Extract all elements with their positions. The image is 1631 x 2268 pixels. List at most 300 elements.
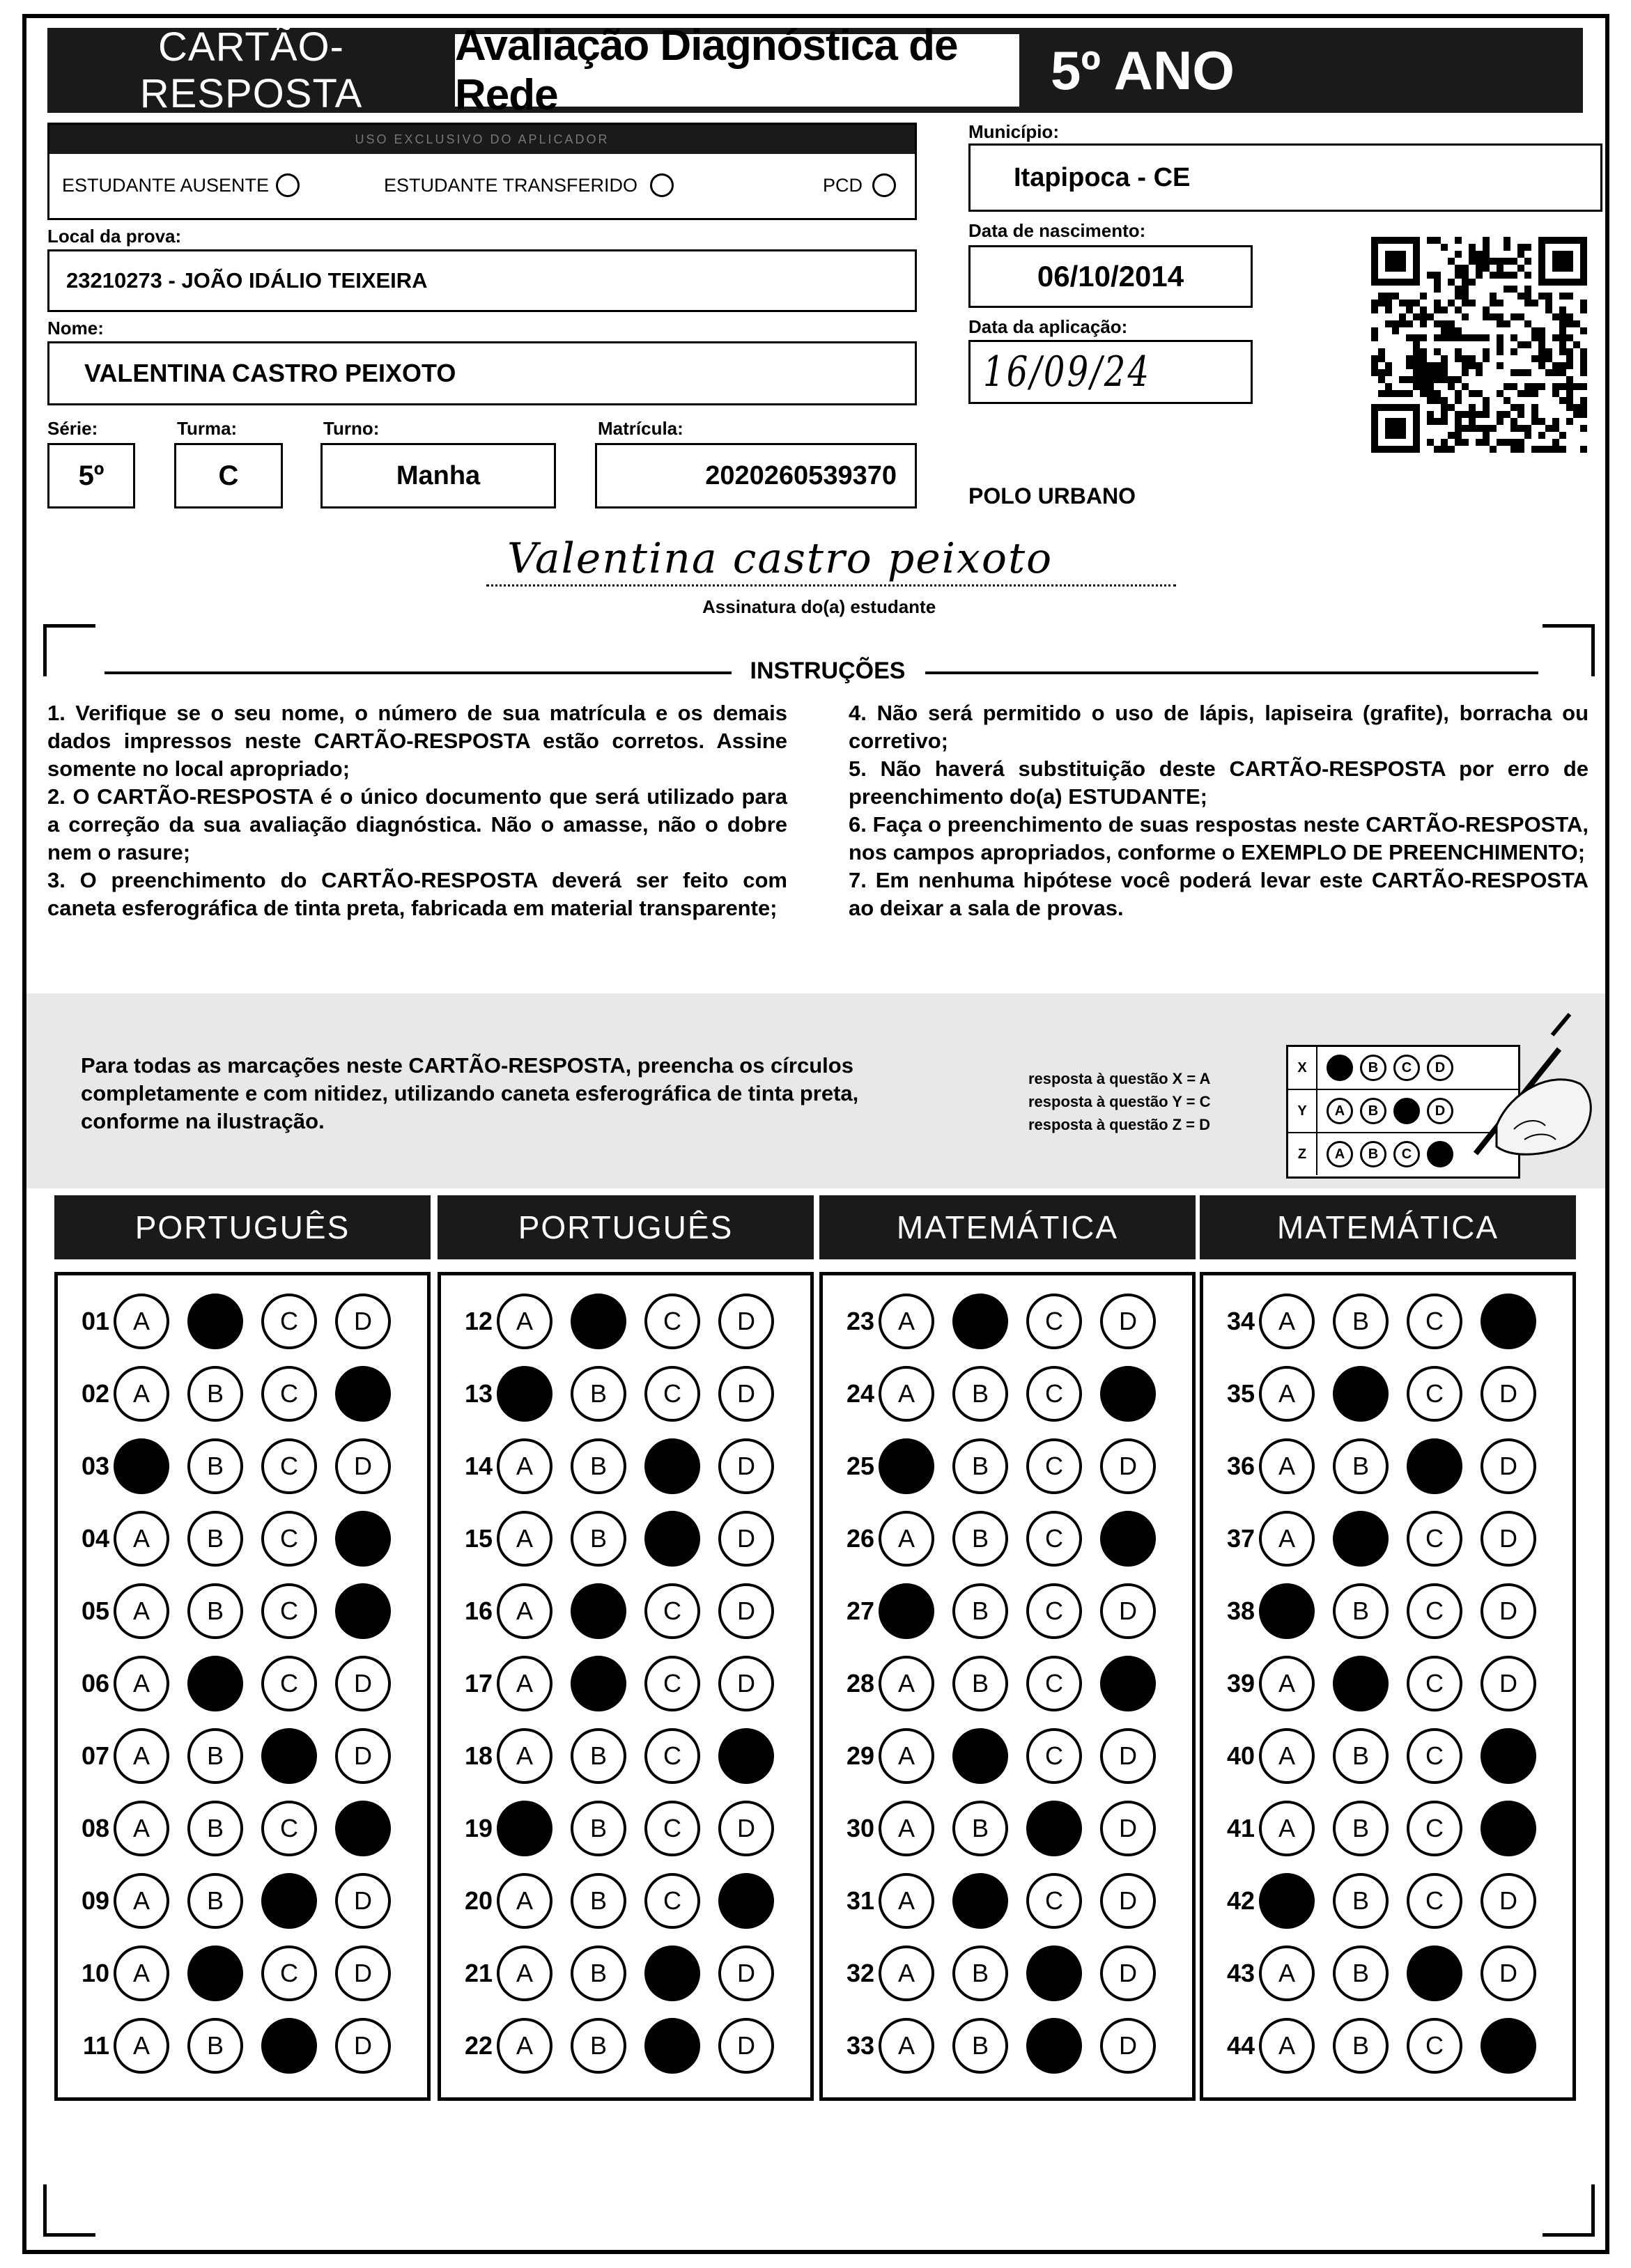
municipio-field [968,143,1602,212]
question-number: 11 [82,2031,109,2060]
instruction-2: 2. O CARTÃO-RESPOSTA é o único documento que será utilizado para a correção da sua avaliação diagnóstica. Não o amasse, não o dobre nem o rasure; [47,784,787,864]
answer-bubble-b[interactable]: B [1333,1801,1389,1856]
answer-bubble-c[interactable]: C [644,2018,700,2074]
question-row [1212,1583,1554,1639]
question-row [1212,1873,1554,1929]
answer-bubble-c[interactable]: C [1026,1656,1082,1711]
nome-label: Nome: [47,318,104,339]
answer-bubble-d[interactable]: D [335,1873,391,1929]
corner-top-left [43,624,95,676]
answer-bubble-b[interactable]: B [952,1801,1008,1856]
answer-bubble-b[interactable]: B [187,1366,243,1422]
question-number: 02 [81,1379,109,1408]
question-number: 09 [81,1886,109,1915]
answer-bubble-b[interactable]: B [571,1945,626,2001]
answer-bubble-d[interactable]: D [1100,1873,1156,1929]
transferred-option[interactable] [384,173,674,197]
question-row [449,2018,792,2074]
answer-bubble-c[interactable]: C [261,1366,317,1422]
question-row [831,1366,1174,1422]
example-bubble-d: D [1427,1098,1453,1124]
example-legend-z: resposta à questão Z = D [1028,1116,1211,1133]
answer-bubble-a[interactable]: A [1259,2018,1315,2074]
answer-bubble-b[interactable]: B [187,2018,243,2074]
absent-radio[interactable] [276,173,300,197]
exam-title: Avaliação Diagnóstica de Rede [455,34,1019,107]
question-number: 42 [1226,1886,1255,1915]
answer-bubble-d[interactable]: D [1100,1945,1156,2001]
answer-bubble-c[interactable]: C [1026,1583,1082,1639]
answer-bubble-b[interactable]: B [952,2018,1008,2074]
answer-bubble-d[interactable]: D [1481,1583,1536,1639]
question-number: 22 [464,2031,493,2060]
answer-bubble-c[interactable]: C [1026,1728,1082,1784]
question-row [831,2018,1174,2074]
question-number: 25 [846,1452,874,1480]
answer-bubble-d[interactable]: D [718,1511,774,1567]
question-row [831,1294,1174,1349]
matricula-value: 2020260539370 [705,460,897,490]
answer-bubble-c[interactable]: C [1407,1583,1462,1639]
answer-bubble-c[interactable]: C [1407,1728,1462,1784]
answer-bubble-b[interactable]: B [952,1873,1008,1929]
answer-bubble-a[interactable]: A [497,1656,552,1711]
answer-bubble-c[interactable]: C [644,1656,700,1711]
local-value: 23210273 - JOÃO IDÁLIO TEIXEIRA [66,268,428,293]
signature-label: Assinatura do(a) estudante [702,596,936,617]
municipio-value: Itapipoca - CE [1014,162,1191,192]
municipio-label: Município: [968,121,1059,142]
answer-bubble-c[interactable]: C [644,1801,700,1856]
instructions-left [47,699,787,922]
answer-bubble-b[interactable]: B [571,1583,626,1639]
answer-bubble-c[interactable]: C [1026,1511,1082,1567]
nascimento-value: 06/10/2014 [1037,260,1184,293]
question-row [66,1583,409,1639]
answer-bubble-c[interactable]: C [261,1801,317,1856]
question-row [66,1294,409,1349]
example-bubble-b: B [1360,1141,1386,1167]
question-number: 35 [1226,1379,1255,1408]
answer-bubble-b[interactable]: B [1333,1511,1389,1567]
example-bubble-a: A [1327,1141,1353,1167]
example-bubble-b: B [1360,1098,1386,1124]
answer-bubble-d[interactable]: D [1481,1366,1536,1422]
answer-bubble-c[interactable]: C [1407,1438,1462,1494]
answer-bubble-c[interactable]: C [1407,2018,1462,2074]
question-row [449,1438,792,1494]
answer-bubble-b[interactable]: B [187,1801,243,1856]
answer-bubble-a[interactable]: A [879,1438,934,1494]
question-row [66,1438,409,1494]
example-legend-x: resposta à questão X = A [1028,1070,1211,1087]
answer-bubble-b[interactable]: B [571,2018,626,2074]
answer-bubble-a[interactable]: A [1259,1438,1315,1494]
answer-bubble-b[interactable]: B [571,1656,626,1711]
answer-bubble-d[interactable]: D [1100,1728,1156,1784]
answer-bubble-c[interactable]: C [261,1656,317,1711]
answer-bubble-b[interactable]: B [1333,1656,1389,1711]
question-number: 12 [464,1307,493,1335]
answer-bubble-c[interactable]: C [644,1294,700,1349]
answer-bubble-c[interactable]: C [1407,1656,1462,1711]
status-bar: USO EXCLUSIVO DO APLICADOR [49,125,915,154]
example-bubble-a: A [1327,1098,1353,1124]
instructions-title: INSTRUÇÕES [750,658,906,684]
answer-bubble-c[interactable]: C [644,1511,700,1567]
answer-bubble-b[interactable]: B [952,1728,1008,1784]
question-row [1212,1656,1554,1711]
answer-bubble-a[interactable]: A [497,2018,552,2074]
answer-bubble-c[interactable]: C [1026,1801,1082,1856]
answer-bubble-d[interactable]: D [335,1728,391,1784]
question-number: 18 [464,1741,493,1770]
answer-bubble-c[interactable]: C [261,1583,317,1639]
answer-bubble-a[interactable]: A [114,1294,169,1349]
answer-bubble-d[interactable]: D [1100,1801,1156,1856]
answer-bubble-b[interactable]: B [571,1511,626,1567]
answer-bubble-d[interactable]: D [1481,1801,1536,1856]
answer-bubble-c[interactable]: C [261,1945,317,2001]
instructions-right [849,699,1589,922]
answer-bubble-c[interactable]: C [1407,1511,1462,1567]
answer-bubble-a[interactable]: A [114,1366,169,1422]
answer-bubble-b[interactable]: B [952,1583,1008,1639]
question-number: 39 [1226,1669,1255,1698]
answer-bubble-d[interactable]: D [335,1511,391,1567]
answer-bubble-a[interactable]: A [1259,1873,1315,1929]
nascimento-field [968,245,1253,308]
subject-header: MATEMÁTICA [1200,1195,1576,1259]
answer-bubble-a[interactable]: A [879,1728,934,1784]
answer-sheet [22,14,1609,2254]
turma-field [174,443,283,508]
answer-bubble-b[interactable]: B [1333,1438,1389,1494]
answer-bubble-a[interactable]: A [114,1801,169,1856]
answer-bubble-c[interactable]: C [1407,1366,1462,1422]
answer-bubble-a[interactable]: A [1259,1728,1315,1784]
example-bubble-b: B [1360,1055,1386,1081]
answer-bubble-d[interactable]: D [335,1583,391,1639]
pcd-radio[interactable] [872,173,896,197]
answer-bubble-a[interactable]: A [497,1801,552,1856]
answer-bubble-d[interactable]: D [335,1656,391,1711]
answer-bubble-a[interactable]: A [1259,1294,1315,1349]
answer-bubble-a[interactable]: A [497,1511,552,1567]
answer-bubble-a[interactable]: A [114,1873,169,1929]
answer-bubble-c[interactable]: C [1026,1366,1082,1422]
answer-bubble-a[interactable]: A [114,1728,169,1784]
answer-bubble-b[interactable]: B [571,1728,626,1784]
answer-bubble-a[interactable]: A [114,1656,169,1711]
answer-bubble-c[interactable]: C [1026,1873,1082,1929]
example-row-label: X [1288,1047,1317,1089]
answer-bubble-d[interactable]: D [1481,1294,1536,1349]
answer-bubble-c[interactable]: C [261,2018,317,2074]
answer-bubble-b[interactable]: B [952,1366,1008,1422]
answer-bubble-b[interactable]: B [571,1294,626,1349]
answer-bubble-b[interactable]: B [187,1728,243,1784]
question-row [831,1583,1174,1639]
card-title: CARTÃO-RESPOSTA [139,24,363,116]
answer-bubble-a[interactable]: A [1259,1583,1315,1639]
answer-bubble-b[interactable]: B [1333,1873,1389,1929]
question-number: 44 [1226,2031,1255,2060]
status-box [47,123,917,220]
answer-bubble-d[interactable]: D [1100,1511,1156,1567]
answer-bubble-d[interactable]: D [335,1438,391,1494]
question-number: 04 [81,1524,109,1553]
answer-bubble-a[interactable]: A [114,1945,169,2001]
answer-bubble-c[interactable]: C [1407,1801,1462,1856]
answer-bubble-a[interactable]: A [114,2018,169,2074]
answer-bubble-b[interactable]: B [952,1945,1008,2001]
question-number: 41 [1226,1814,1255,1842]
question-number: 03 [81,1452,109,1480]
answer-bubble-b[interactable]: B [952,1294,1008,1349]
answer-bubble-b[interactable]: B [952,1438,1008,1494]
answer-bubble-d[interactable]: D [1100,1438,1156,1494]
answer-bubble-a[interactable]: A [879,1873,934,1929]
instructions-rule-right [925,671,1538,674]
signature-value: Valentina castro peixoto [507,534,1053,583]
answer-bubble-d[interactable]: D [718,1945,774,2001]
answer-bubble-b[interactable]: B [187,1873,243,1929]
answer-bubble-b[interactable]: B [187,1656,243,1711]
question-row [449,1873,792,1929]
example-bubble-c [1393,1098,1420,1124]
answer-bubble-a[interactable]: A [879,1801,934,1856]
answer-bubble-d[interactable]: D [1100,1583,1156,1639]
absent-label: ESTUDANTE AUSENTE [62,174,270,196]
answer-bubble-c[interactable]: C [1026,1294,1082,1349]
answer-bubble-a[interactable]: A [497,1945,552,2001]
instruction-5: 5. Não haverá substituição deste CARTÃO-RESPOSTA por erro de preenchimento do(a) ESTUDANTE; [849,756,1589,809]
answer-bubble-b[interactable]: B [571,1438,626,1494]
question-row [449,1366,792,1422]
instruction-1: 1. Verifique se o seu nome, o número de sua matrícula e os demais dados impressos neste CARTÃO-RESPOSTA estão corretos. Assine somente no local apropriado; [47,701,787,781]
question-number: 38 [1226,1597,1255,1625]
transferred-radio[interactable] [650,173,674,197]
answer-bubble-c[interactable]: C [261,1728,317,1784]
example-row-label: Y [1288,1090,1317,1132]
question-row [66,1945,409,2001]
question-number: 21 [464,1959,493,1987]
question-row [449,1511,792,1567]
question-number: 40 [1226,1741,1255,1770]
answer-bubble-d[interactable]: D [718,1801,774,1856]
answer-bubble-a[interactable]: A [114,1511,169,1567]
answer-bubble-b[interactable]: B [1333,2018,1389,2074]
question-row [831,1656,1174,1711]
answer-bubble-d[interactable]: D [1481,1511,1536,1567]
question-row [1212,1366,1554,1422]
question-row [831,1728,1174,1784]
answer-bubble-d[interactable]: D [1100,1294,1156,1349]
answer-bubble-b[interactable]: B [187,1511,243,1567]
answer-bubble-a[interactable]: A [497,1438,552,1494]
answer-bubble-b[interactable]: B [952,1656,1008,1711]
answer-bubble-a[interactable]: A [879,1366,934,1422]
answer-bubble-d[interactable]: D [1481,1945,1536,2001]
answer-bubble-a[interactable]: A [879,1945,934,2001]
question-number: 33 [846,2031,874,2060]
answer-bubble-d[interactable]: D [1100,1656,1156,1711]
answer-bubble-d[interactable]: D [1481,1656,1536,1711]
answer-bubble-d[interactable]: D [1481,2018,1536,2074]
question-row [66,1801,409,1856]
answer-bubble-c[interactable]: C [644,1728,700,1784]
corner-bottom-left [43,2184,95,2237]
answer-bubble-d[interactable]: D [335,1294,391,1349]
turma-value: C [218,460,239,491]
question-number: 19 [464,1814,493,1842]
answer-bubble-d[interactable]: D [718,1438,774,1494]
instruction-3: 3. O preenchimento do CARTÃO-RESPOSTA deverá ser feito com caneta esferográfica de tinta preta, fabricada em material transparente; [47,868,787,920]
answer-bubble-b[interactable]: B [187,1945,243,2001]
question-number: 27 [846,1597,874,1625]
answer-bubble-c[interactable]: C [1407,1945,1462,2001]
answer-bubble-b[interactable]: B [1333,1294,1389,1349]
subject-answer-box [54,1272,431,2101]
question-number: 26 [846,1524,874,1553]
question-number: 30 [846,1814,874,1842]
question-row [66,1873,409,1929]
question-number: 37 [1226,1524,1255,1553]
question-row [66,1366,409,1422]
answer-bubble-d[interactable]: D [718,1656,774,1711]
answer-bubble-b[interactable]: B [1333,1583,1389,1639]
serie-value: 5º [78,460,105,491]
matricula-label: Matrícula: [598,418,683,439]
pcd-option[interactable] [823,173,896,197]
answer-bubble-c[interactable]: C [261,1438,317,1494]
nascimento-label: Data de nascimento: [968,220,1146,241]
answer-bubble-b[interactable]: B [187,1583,243,1639]
answer-bubble-a[interactable]: A [1259,1801,1315,1856]
answer-bubble-c[interactable]: C [644,1438,700,1494]
answer-bubble-c[interactable]: C [1407,1294,1462,1349]
answer-bubble-b[interactable]: B [1333,1945,1389,2001]
transferred-label: ESTUDANTE TRANSFERIDO [384,174,638,196]
answer-bubble-b[interactable]: B [187,1438,243,1494]
question-number: 14 [464,1452,493,1480]
answer-bubble-a[interactable]: A [879,1583,934,1639]
answer-bubble-a[interactable]: A [497,1366,552,1422]
answer-bubble-c[interactable]: C [261,1511,317,1567]
answer-bubble-b[interactable]: B [187,1294,243,1349]
answer-bubble-d[interactable]: D [335,2018,391,2074]
answer-bubble-c[interactable]: C [1026,2018,1082,2074]
answer-bubble-a[interactable]: A [114,1438,169,1494]
answer-bubble-a[interactable]: A [879,1294,934,1349]
question-number: 23 [846,1307,874,1335]
example-bubble-d: D [1427,1055,1453,1081]
answer-bubble-b[interactable]: B [952,1511,1008,1567]
example-row-label: Z [1288,1133,1317,1175]
answer-bubble-d[interactable]: D [1481,1728,1536,1784]
corner-top-right [1543,624,1595,676]
answer-bubble-c[interactable]: C [1026,1945,1082,2001]
answer-bubble-d[interactable]: D [335,1801,391,1856]
header-bar [47,22,1583,119]
answer-bubble-a[interactable]: A [1259,1511,1315,1567]
answer-bubble-a[interactable]: A [114,1583,169,1639]
answer-bubble-d[interactable]: D [718,2018,774,2074]
nome-field [47,341,917,405]
answer-bubble-a[interactable]: A [497,1583,552,1639]
question-row [66,2018,409,2074]
question-row [449,1801,792,1856]
answer-bubble-d[interactable]: D [1100,1366,1156,1422]
answer-bubble-d[interactable]: D [718,1873,774,1929]
subject-answer-box [1200,1272,1576,2101]
answer-bubble-c[interactable]: C [1407,1873,1462,1929]
answer-bubble-a[interactable]: A [879,1656,934,1711]
subject-header: MATEMÁTICA [819,1195,1196,1259]
question-number: 32 [846,1959,874,1987]
answer-bubble-c[interactable]: C [1026,1438,1082,1494]
answer-bubble-d[interactable]: D [1481,1438,1536,1494]
question-row [449,1728,792,1784]
question-row [1212,1438,1554,1494]
answer-bubble-d[interactable]: D [718,1583,774,1639]
answer-bubble-c[interactable]: C [644,1873,700,1929]
answer-bubble-d[interactable]: D [718,1728,774,1784]
answer-bubble-a[interactable]: A [497,1294,552,1349]
answer-bubble-b[interactable]: B [571,1366,626,1422]
answer-bubble-d[interactable]: D [335,1945,391,2001]
answer-bubble-d[interactable]: D [1100,2018,1156,2074]
subject-header: PORTUGUÊS [54,1195,431,1259]
answer-bubble-a[interactable]: A [879,2018,934,2074]
question-row [831,1511,1174,1567]
signature-field[interactable] [486,534,1176,587]
answer-bubble-d[interactable]: D [1481,1873,1536,1929]
answer-bubble-c[interactable]: C [261,1873,317,1929]
aplicacao-field[interactable] [968,340,1253,404]
answer-bubble-d[interactable]: D [335,1366,391,1422]
answer-bubble-b[interactable]: B [571,1873,626,1929]
question-row [831,1801,1174,1856]
answer-bubble-d[interactable]: D [718,1366,774,1422]
answer-bubble-d[interactable]: D [718,1294,774,1349]
answer-bubble-c[interactable]: C [644,1945,700,2001]
absent-option[interactable] [62,173,300,197]
answer-bubble-a[interactable]: A [497,1728,552,1784]
question-number: 43 [1226,1959,1255,1987]
question-row [449,1945,792,2001]
nome-value: VALENTINA CASTRO PEIXOTO [84,359,456,387]
question-number: 13 [464,1379,493,1408]
answer-bubble-c[interactable]: C [644,1583,700,1639]
answer-bubble-b[interactable]: B [1333,1728,1389,1784]
answer-bubble-b[interactable]: B [1333,1366,1389,1422]
answer-bubble-a[interactable]: A [1259,1945,1315,2001]
answer-bubble-c[interactable]: C [644,1366,700,1422]
turno-field [320,443,556,508]
answer-bubble-b[interactable]: B [571,1801,626,1856]
instructions-rule-left [105,671,732,674]
serie-field [47,443,135,508]
question-number: 07 [81,1741,109,1770]
answer-bubble-a[interactable]: A [1259,1366,1315,1422]
answer-bubble-a[interactable]: A [879,1511,934,1567]
answer-bubble-a[interactable]: A [1259,1656,1315,1711]
answer-bubble-a[interactable]: A [497,1873,552,1929]
answer-bubble-c[interactable]: C [261,1294,317,1349]
question-number: 34 [1226,1307,1255,1335]
